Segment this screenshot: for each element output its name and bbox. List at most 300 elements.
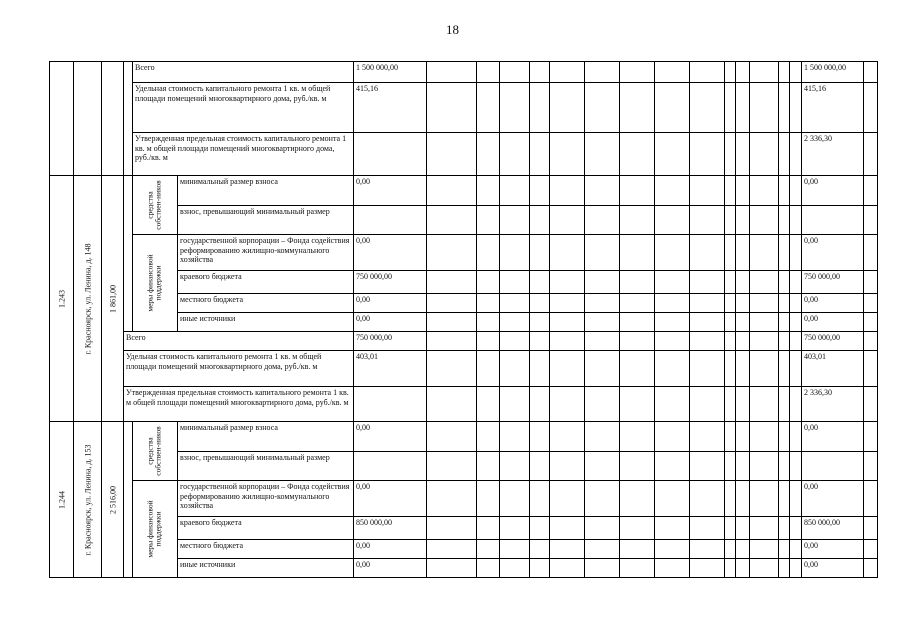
record-id-cell bbox=[50, 422, 74, 578]
empty-cell bbox=[779, 559, 790, 578]
empty-cell bbox=[655, 313, 690, 332]
record-limit-cost-label: Утвержденная предельная стоимость капитального ремонта 1 кв. м общей площади помещений многоквартирного дома, руб./кв. м bbox=[124, 387, 354, 422]
support-measures-label: меры финансовой поддержки bbox=[145, 500, 163, 558]
above-min-row-value-last bbox=[802, 452, 864, 481]
empty-cell bbox=[864, 387, 878, 422]
empty-cell bbox=[736, 313, 750, 332]
empty-cell bbox=[864, 351, 878, 387]
record-limit-cost-row-value bbox=[354, 387, 427, 422]
empty-cell bbox=[655, 332, 690, 351]
empty-cell bbox=[530, 517, 550, 540]
local-row-value-last: 0,00 bbox=[802, 540, 864, 559]
empty-cell bbox=[550, 271, 585, 294]
empty-cell bbox=[750, 294, 779, 313]
other-row-value: 0,00 bbox=[354, 313, 427, 332]
empty-cell bbox=[500, 294, 530, 313]
empty-cell bbox=[690, 540, 725, 559]
empty-cell bbox=[690, 422, 725, 452]
empty-cell bbox=[725, 313, 736, 332]
empty-cell bbox=[620, 422, 655, 452]
record-area: 2 516,00 bbox=[107, 485, 117, 514]
support-measures-label: меры финансовой поддержки bbox=[145, 254, 163, 312]
empty-cell bbox=[477, 235, 500, 271]
empty-cell bbox=[530, 387, 550, 422]
empty-cell bbox=[477, 540, 500, 559]
empty-cell bbox=[779, 294, 790, 313]
record-unit-cost-row bbox=[50, 351, 878, 387]
empty-cell bbox=[779, 481, 790, 517]
state-corp-value-last: 0,00 bbox=[802, 235, 864, 271]
budget-table bbox=[49, 61, 878, 578]
empty-cell bbox=[864, 176, 878, 206]
empty-cell bbox=[864, 206, 878, 235]
empty-cell bbox=[655, 481, 690, 517]
empty-cell bbox=[690, 481, 725, 517]
min-contribution-label: минимальный размер взноса bbox=[178, 422, 354, 452]
empty-cell bbox=[477, 517, 500, 540]
other-row-value-last: 0,00 bbox=[802, 559, 864, 578]
top-narrow-cell bbox=[124, 62, 133, 176]
empty-cell bbox=[690, 235, 725, 271]
empty-cell bbox=[725, 206, 736, 235]
empty-cell bbox=[790, 387, 802, 422]
empty-cell bbox=[725, 517, 736, 540]
empty-cell bbox=[530, 176, 550, 206]
empty-cell bbox=[736, 294, 750, 313]
empty-cell bbox=[736, 351, 750, 387]
empty-cell bbox=[427, 294, 477, 313]
empty-cell bbox=[477, 481, 500, 517]
empty-cell bbox=[655, 206, 690, 235]
empty-cell bbox=[864, 452, 878, 481]
record-unit-cost-label: Удельная стоимость капитального ремонта 1 кв. м общей площади помещений многоквартирного дома, руб./кв. м bbox=[124, 351, 354, 387]
empty-cell bbox=[530, 294, 550, 313]
empty-cell bbox=[790, 176, 802, 206]
empty-cell bbox=[530, 481, 550, 517]
empty-cell bbox=[655, 294, 690, 313]
support-measures-cell bbox=[133, 235, 178, 332]
empty-cell bbox=[690, 271, 725, 294]
unit-cost-value: 415,16 bbox=[354, 83, 427, 133]
record-unit-cost-row-value: 403,01 bbox=[354, 351, 427, 387]
empty-cell bbox=[620, 332, 655, 351]
empty-cell bbox=[550, 422, 585, 452]
empty-cell bbox=[585, 332, 620, 351]
empty-cell bbox=[585, 313, 620, 332]
empty-cell bbox=[655, 351, 690, 387]
empty-cell bbox=[864, 235, 878, 271]
empty-cell bbox=[864, 313, 878, 332]
empty-cell bbox=[477, 176, 500, 206]
empty-cell bbox=[790, 452, 802, 481]
empty-cell bbox=[725, 332, 736, 351]
empty-cell bbox=[500, 332, 530, 351]
empty-cell bbox=[690, 517, 725, 540]
empty-cell bbox=[477, 271, 500, 294]
empty-cell bbox=[750, 313, 779, 332]
empty-cell bbox=[477, 313, 500, 332]
empty-cell bbox=[736, 559, 750, 578]
empty-cell bbox=[655, 387, 690, 422]
empty-cell bbox=[500, 452, 530, 481]
empty-cell bbox=[477, 452, 500, 481]
empty-cell bbox=[427, 387, 477, 422]
empty-cell bbox=[585, 387, 620, 422]
empty-cell bbox=[427, 332, 477, 351]
other-row-value: 0,00 bbox=[354, 559, 427, 578]
empty-cell bbox=[500, 206, 530, 235]
record-total-label: Всего bbox=[124, 332, 354, 351]
regional-row-value-last: 850 000,00 bbox=[802, 517, 864, 540]
top-id-cell bbox=[50, 62, 74, 176]
other-label: иные источники bbox=[178, 313, 354, 332]
owner-funds-cell bbox=[133, 422, 178, 481]
empty-cell bbox=[655, 422, 690, 452]
local-row-value: 0,00 bbox=[354, 540, 427, 559]
owner-funds-label: средства собствен-ников bbox=[145, 426, 163, 476]
empty-cell bbox=[779, 206, 790, 235]
empty-cell bbox=[790, 540, 802, 559]
empty-cell bbox=[500, 351, 530, 387]
empty-cell bbox=[620, 313, 655, 332]
empty-cell bbox=[864, 422, 878, 452]
empty-cell bbox=[690, 387, 725, 422]
empty-cell bbox=[779, 176, 790, 206]
empty-cell bbox=[427, 235, 477, 271]
state-corp-row bbox=[50, 481, 878, 517]
empty-cell bbox=[530, 313, 550, 332]
empty-cell bbox=[779, 271, 790, 294]
state-corp-label: государственной корпорации – Фонда содействия реформированию жилищно-коммунального хозяйства bbox=[178, 481, 354, 517]
empty-cell bbox=[690, 452, 725, 481]
empty-cell bbox=[779, 517, 790, 540]
empty-cell bbox=[790, 481, 802, 517]
above-min-row-value bbox=[354, 452, 427, 481]
empty-cell bbox=[690, 294, 725, 313]
empty-cell bbox=[779, 351, 790, 387]
owner-funds-label: средства собствен-ников bbox=[145, 180, 163, 230]
empty-cell bbox=[736, 452, 750, 481]
empty-cell bbox=[725, 481, 736, 517]
empty-cell bbox=[690, 332, 725, 351]
empty-cell bbox=[655, 235, 690, 271]
empty-cell bbox=[779, 235, 790, 271]
empty-cell bbox=[477, 559, 500, 578]
local-row-value-last: 0,00 bbox=[802, 294, 864, 313]
empty-cell bbox=[620, 387, 655, 422]
empty-cell bbox=[736, 176, 750, 206]
empty-cell bbox=[427, 540, 477, 559]
page-number: 18 bbox=[446, 22, 459, 37]
state-corp-value: 0,00 bbox=[354, 481, 427, 517]
empty-cell bbox=[550, 351, 585, 387]
empty-cell bbox=[585, 422, 620, 452]
record-unit-cost-row-value-last: 403,01 bbox=[802, 351, 864, 387]
empty-cell bbox=[790, 351, 802, 387]
empty-cell bbox=[736, 540, 750, 559]
empty-cell bbox=[779, 540, 790, 559]
state-corp-value: 0,00 bbox=[354, 235, 427, 271]
empty-cell bbox=[750, 206, 779, 235]
other-row-value-last: 0,00 bbox=[802, 313, 864, 332]
narrow-cell bbox=[124, 176, 133, 332]
empty-cell bbox=[427, 452, 477, 481]
empty-cell bbox=[585, 452, 620, 481]
record-address-cell bbox=[74, 176, 102, 422]
empty-cell bbox=[736, 206, 750, 235]
empty-cell bbox=[477, 387, 500, 422]
empty-cell bbox=[500, 271, 530, 294]
empty-cell bbox=[500, 235, 530, 271]
record-address: г. Красноярск, ул. Ленина, д. 153 bbox=[82, 443, 92, 556]
empty-cell bbox=[620, 452, 655, 481]
min-contribution-label: минимальный размер взноса bbox=[178, 176, 354, 206]
min-contribution-row bbox=[50, 176, 878, 206]
empty-cell bbox=[750, 559, 779, 578]
empty-cell bbox=[864, 559, 878, 578]
empty-cell bbox=[550, 452, 585, 481]
empty-cell bbox=[736, 387, 750, 422]
empty-cell bbox=[585, 559, 620, 578]
empty-cell bbox=[550, 313, 585, 332]
empty-cell bbox=[655, 176, 690, 206]
empty-cell bbox=[790, 517, 802, 540]
limit-cost-value-last: 2 336,30 bbox=[802, 133, 864, 176]
empty-cell bbox=[620, 540, 655, 559]
empty-cell bbox=[550, 206, 585, 235]
empty-cell bbox=[750, 271, 779, 294]
empty-cell bbox=[690, 176, 725, 206]
top-address-cell bbox=[74, 62, 102, 176]
min-contribution-value: 0,00 bbox=[354, 176, 427, 206]
empty-cell bbox=[690, 313, 725, 332]
empty-cell bbox=[500, 313, 530, 332]
local-row-value: 0,00 bbox=[354, 294, 427, 313]
empty-cell bbox=[585, 540, 620, 559]
above-min-row-value bbox=[354, 206, 427, 235]
record-total-row bbox=[50, 332, 878, 351]
empty-cell bbox=[620, 351, 655, 387]
record-total-row-value: 750 000,00 bbox=[354, 332, 427, 351]
other-label: иные источники bbox=[178, 559, 354, 578]
empty-cell bbox=[790, 313, 802, 332]
empty-cell bbox=[620, 235, 655, 271]
record-id: 1.244 bbox=[56, 490, 66, 509]
empty-cell bbox=[585, 271, 620, 294]
empty-cell bbox=[585, 481, 620, 517]
empty-cell bbox=[790, 206, 802, 235]
top-unit-cost-row bbox=[50, 83, 878, 133]
empty-cell bbox=[779, 332, 790, 351]
top-limit-cost-row bbox=[50, 133, 878, 176]
empty-cell bbox=[500, 559, 530, 578]
empty-cell bbox=[585, 235, 620, 271]
empty-cell bbox=[530, 332, 550, 351]
empty-cell bbox=[585, 517, 620, 540]
empty-cell bbox=[655, 271, 690, 294]
top-area-cell bbox=[102, 62, 124, 176]
empty-cell bbox=[585, 206, 620, 235]
empty-cell bbox=[690, 206, 725, 235]
empty-cell bbox=[790, 422, 802, 452]
empty-cell bbox=[750, 540, 779, 559]
empty-cell bbox=[655, 559, 690, 578]
empty-cell bbox=[779, 422, 790, 452]
empty-cell bbox=[864, 294, 878, 313]
empty-cell bbox=[655, 540, 690, 559]
empty-cell bbox=[790, 294, 802, 313]
empty-cell bbox=[750, 387, 779, 422]
regional-label: краевого бюджета bbox=[178, 517, 354, 540]
above-min-label: взнос, превышающий минимальный размер bbox=[178, 452, 354, 481]
record-limit-cost-row-value-last: 2 336,30 bbox=[802, 387, 864, 422]
empty-cell bbox=[725, 540, 736, 559]
total-value-last: 1 500 000,00 bbox=[802, 62, 864, 83]
empty-cell bbox=[500, 540, 530, 559]
empty-cell bbox=[750, 452, 779, 481]
record-address: г. Красноярск, ул. Ленина, д. 148 bbox=[82, 242, 92, 355]
state-corp-label: государственной корпорации – Фонда содействия реформированию жилищно-коммунального хозяйства bbox=[178, 235, 354, 271]
empty-cell bbox=[477, 294, 500, 313]
empty-cell bbox=[477, 332, 500, 351]
empty-cell bbox=[550, 294, 585, 313]
empty-cell bbox=[530, 351, 550, 387]
empty-cell bbox=[500, 517, 530, 540]
support-measures-cell bbox=[133, 481, 178, 578]
empty-cell bbox=[550, 517, 585, 540]
empty-cell bbox=[620, 206, 655, 235]
empty-cell bbox=[750, 422, 779, 452]
empty-cell bbox=[736, 235, 750, 271]
empty-cell bbox=[620, 481, 655, 517]
empty-cell bbox=[585, 351, 620, 387]
empty-cell bbox=[736, 332, 750, 351]
unit-cost-value-last: 415,16 bbox=[802, 83, 864, 133]
empty-cell bbox=[790, 271, 802, 294]
empty-cell bbox=[725, 452, 736, 481]
min-contribution-value-last: 0,00 bbox=[802, 422, 864, 452]
empty-cell bbox=[500, 481, 530, 517]
empty-cell bbox=[750, 235, 779, 271]
empty-cell bbox=[550, 235, 585, 271]
empty-cell bbox=[725, 351, 736, 387]
empty-cell bbox=[530, 559, 550, 578]
empty-cell bbox=[427, 313, 477, 332]
empty-cell bbox=[725, 176, 736, 206]
min-contribution-value-last: 0,00 bbox=[802, 176, 864, 206]
record-area-cell bbox=[102, 422, 124, 578]
regional-label: краевого бюджета bbox=[178, 271, 354, 294]
empty-cell bbox=[736, 422, 750, 452]
empty-cell bbox=[790, 559, 802, 578]
empty-cell bbox=[500, 422, 530, 452]
local-label: местного бюджета bbox=[178, 294, 354, 313]
empty-cell bbox=[690, 351, 725, 387]
empty-cell bbox=[655, 452, 690, 481]
empty-cell bbox=[864, 540, 878, 559]
empty-cell bbox=[864, 517, 878, 540]
unit-cost-label: Удельная стоимость капитального ремонта 1 кв. м общей площади помещений многоквартирного дома, руб./кв. м bbox=[133, 83, 354, 133]
empty-cell bbox=[530, 452, 550, 481]
empty-cell bbox=[736, 271, 750, 294]
empty-cell bbox=[477, 351, 500, 387]
regional-row-value: 850 000,00 bbox=[354, 517, 427, 540]
empty-cell bbox=[427, 559, 477, 578]
empty-cell bbox=[750, 332, 779, 351]
empty-cell bbox=[725, 294, 736, 313]
above-min-row-value-last bbox=[802, 206, 864, 235]
empty-cell bbox=[530, 206, 550, 235]
empty-cell bbox=[620, 271, 655, 294]
empty-cell bbox=[550, 387, 585, 422]
empty-cell bbox=[477, 422, 500, 452]
local-label: местного бюджета bbox=[178, 540, 354, 559]
record-total-row-value-last: 750 000,00 bbox=[802, 332, 864, 351]
empty-cell bbox=[477, 206, 500, 235]
empty-cell bbox=[725, 422, 736, 452]
empty-cell bbox=[620, 176, 655, 206]
empty-cell bbox=[530, 422, 550, 452]
empty-cell bbox=[500, 387, 530, 422]
record-id-cell bbox=[50, 176, 74, 422]
empty-cell bbox=[427, 206, 477, 235]
record-limit-cost-row bbox=[50, 387, 878, 422]
empty-cell bbox=[427, 422, 477, 452]
empty-cell bbox=[655, 517, 690, 540]
empty-cell bbox=[427, 271, 477, 294]
empty-cell bbox=[864, 332, 878, 351]
empty-cell bbox=[725, 387, 736, 422]
top-total-row bbox=[50, 62, 878, 83]
empty-cell bbox=[427, 176, 477, 206]
state-corp-value-last: 0,00 bbox=[802, 481, 864, 517]
min-contribution-row bbox=[50, 422, 878, 452]
empty-cell bbox=[864, 481, 878, 517]
owner-funds-cell bbox=[133, 176, 178, 235]
empty-cell bbox=[530, 540, 550, 559]
empty-cell bbox=[736, 481, 750, 517]
narrow-cell bbox=[124, 422, 133, 578]
empty-cell bbox=[779, 452, 790, 481]
empty-cell bbox=[550, 540, 585, 559]
empty-cell bbox=[690, 559, 725, 578]
empty-cell bbox=[779, 387, 790, 422]
empty-cell bbox=[530, 271, 550, 294]
empty-cell bbox=[750, 517, 779, 540]
total-label: Всего bbox=[133, 62, 354, 83]
empty-cell bbox=[500, 176, 530, 206]
empty-cell bbox=[620, 559, 655, 578]
total-value: 1 500 000,00 bbox=[354, 62, 427, 83]
min-contribution-value: 0,00 bbox=[354, 422, 427, 452]
empty-cell bbox=[725, 235, 736, 271]
empty-cell bbox=[620, 517, 655, 540]
empty-cell bbox=[736, 517, 750, 540]
record-area-cell bbox=[102, 176, 124, 422]
empty-cell bbox=[750, 351, 779, 387]
empty-cell bbox=[750, 176, 779, 206]
empty-cell bbox=[427, 481, 477, 517]
limit-cost-label: Утвержденная предельная стоимость капитального ремонта 1 кв. м общей площади помещений многоквартирного дома, руб./кв. м bbox=[133, 133, 354, 176]
above-min-label: взнос, превышающий минимальный размер bbox=[178, 206, 354, 235]
record-id: 1.243 bbox=[56, 289, 66, 308]
empty-cell bbox=[725, 271, 736, 294]
empty-cell bbox=[585, 294, 620, 313]
empty-cell bbox=[427, 517, 477, 540]
empty-cell bbox=[790, 332, 802, 351]
empty-cell bbox=[427, 351, 477, 387]
empty-cell bbox=[620, 294, 655, 313]
